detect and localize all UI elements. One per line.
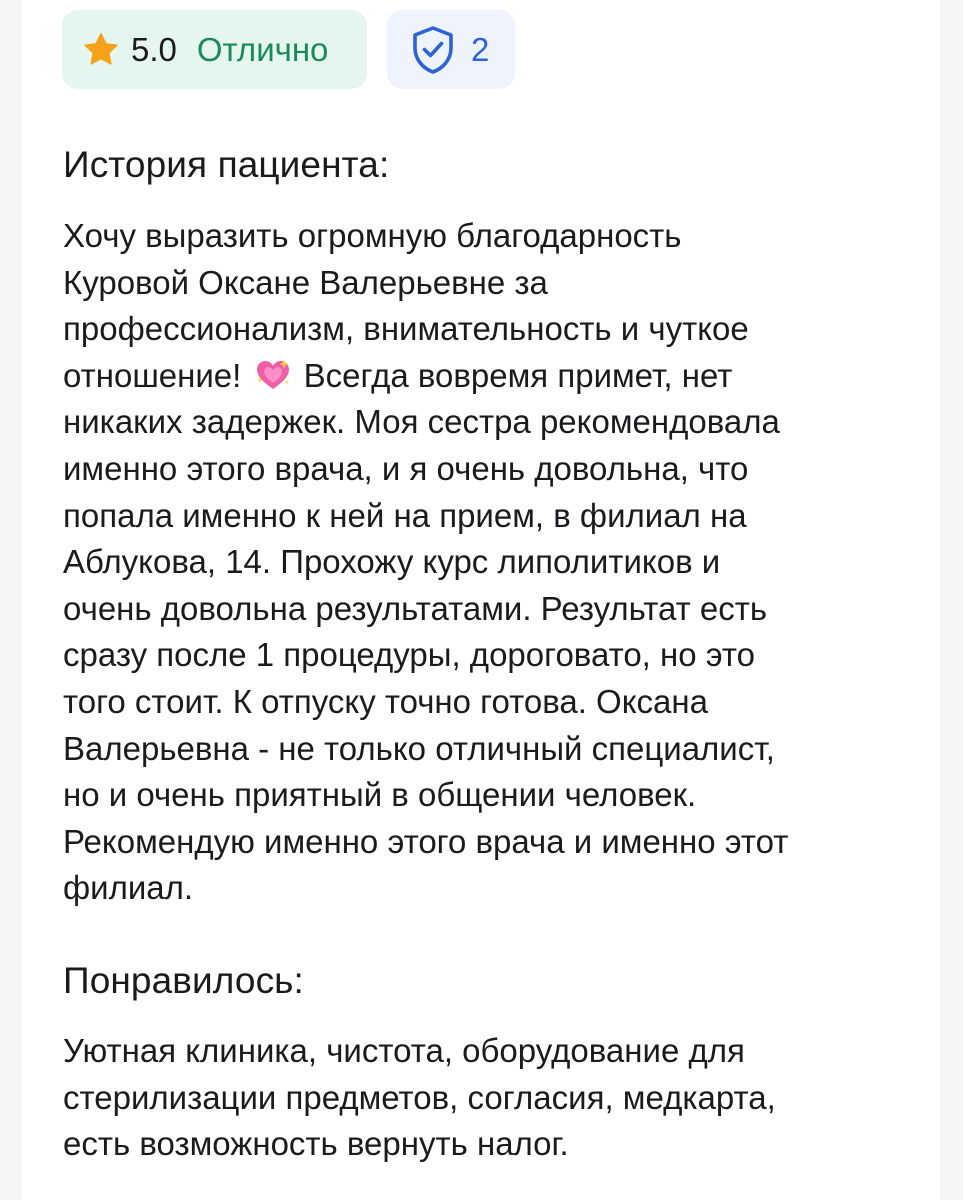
review-card — [22, 0, 940, 1200]
shield-check-icon — [409, 25, 457, 75]
history-text — [63, 213, 913, 912]
verified-count: 2 — [471, 30, 490, 68]
liked-text: Уютная клиника, чистота, оборудование для стерилизации предметов, согласия, медкарта, есть возможность вернуть налог. — [63, 1032, 776, 1163]
rating-badge — [62, 10, 367, 89]
verified-badge — [387, 10, 515, 89]
sparkling-heart-icon — [253, 358, 293, 392]
history-title: История пациента: — [63, 144, 390, 185]
rating-value: 5.0 — [131, 30, 177, 68]
liked-title: Понравилось: — [63, 960, 304, 1001]
rating-label: Отлично — [196, 30, 329, 68]
badges-row — [62, 10, 515, 89]
star-icon — [82, 31, 120, 69]
history-text-part-2: Всегда вовремя примет, нет никаких задержек. Моя сестра рекомендовала именно этого врача, и я очень довольна, что попала именно к ней на прием, в филиал на Аблукова, 14. Прохожу курс липолитиков и очень довольна результатами. Результат есть сразу после 1 процедуры, дороговато, но это того стоит. К отпуску точно готова. Оксана Валерьевна - не только отличный специалист, но и очень приятный в общении человек. Рекомендую именно этого врача и именно этот филиал. — [63, 356, 789, 907]
history-text-part-1: Хочу выразить огромную благодарность Куровой Оксане Валерьевне за профессионализм, внимательность и чуткое отношение! — [63, 217, 749, 394]
